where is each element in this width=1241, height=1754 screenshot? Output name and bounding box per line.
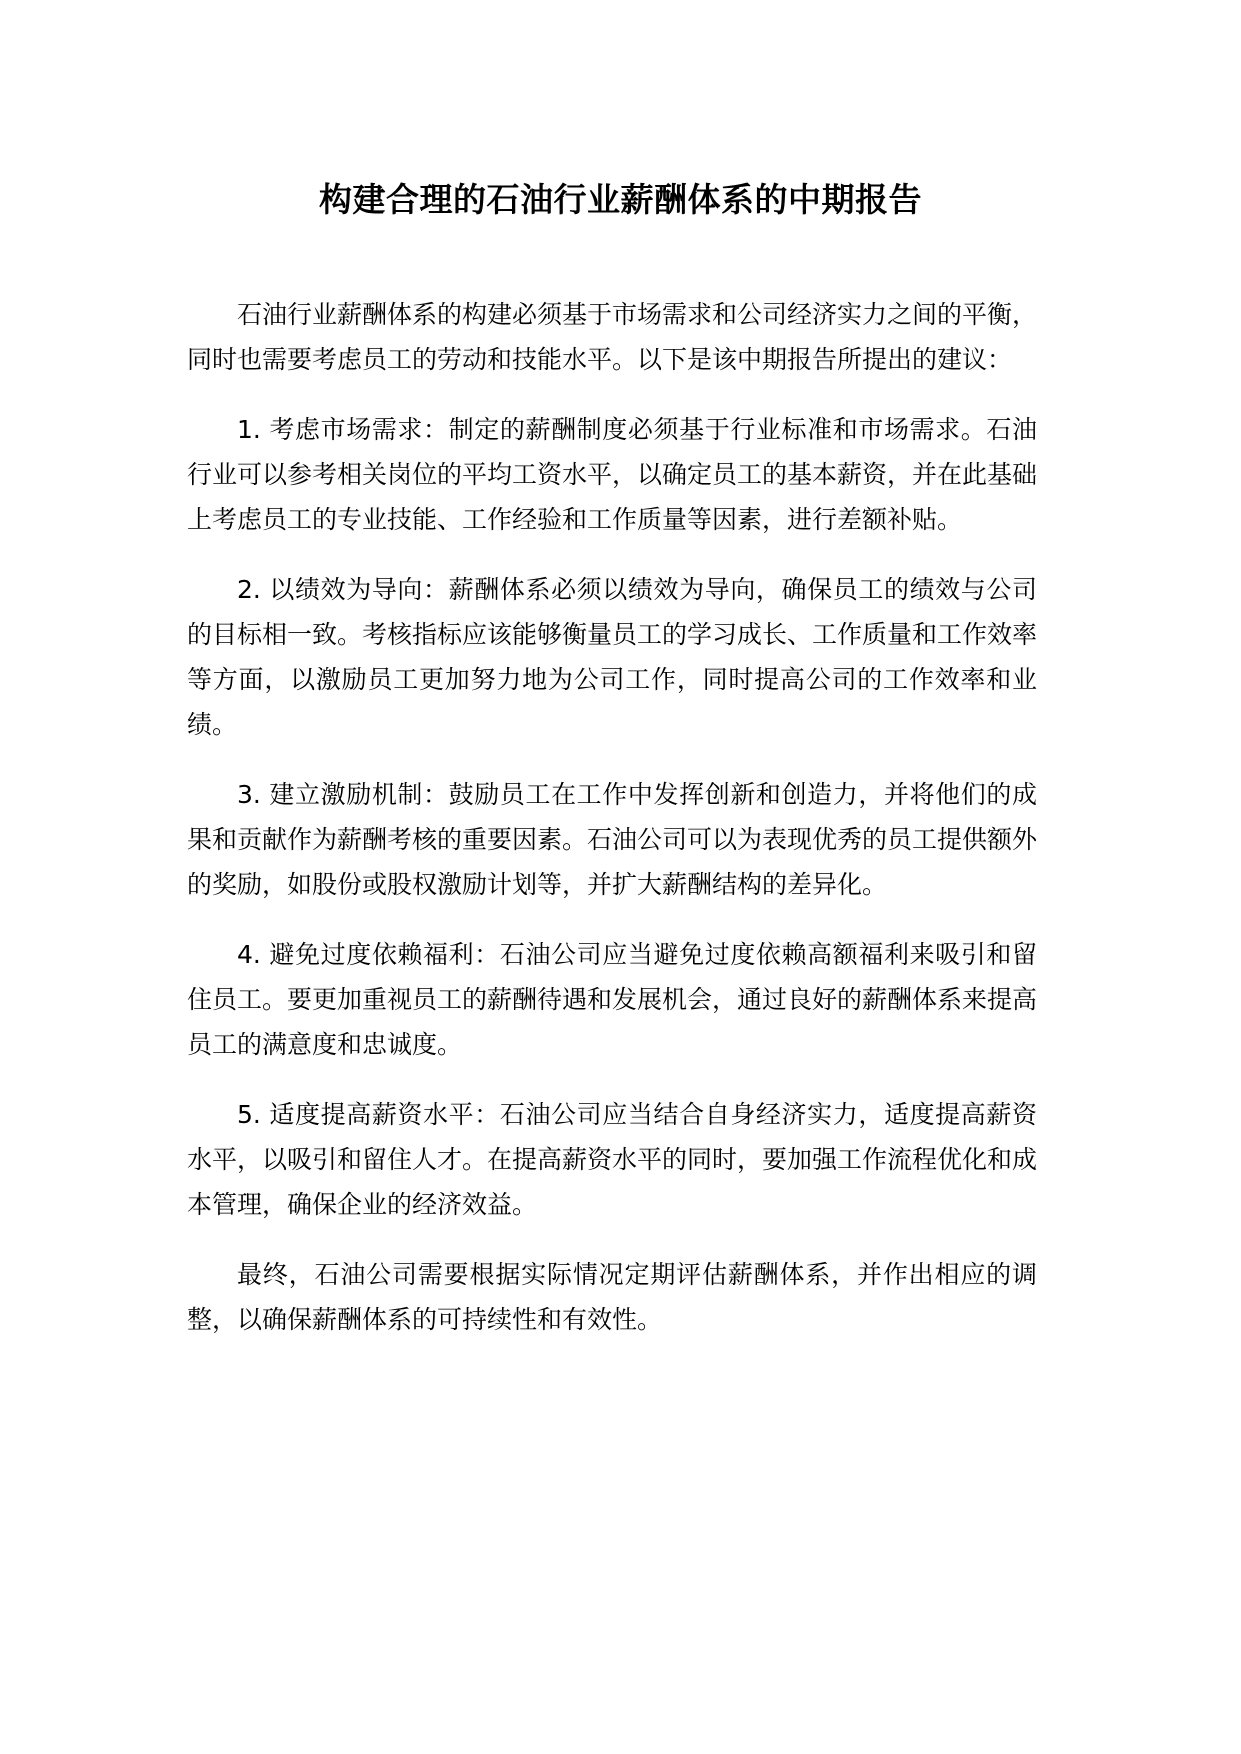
suggestion-5-paragraph: 5. 适度提高薪资水平：石油公司应当结合自身经济实力，适度提高薪资水平，以吸引和留住人才。在提高薪资水平的同时，要加强工作流程优化和成本管理，确保企业的经济效益。	[187, 1100, 1038, 1219]
suggestion-4-paragraph: 4. 避免过度依赖福利：石油公司应当避免过度依赖高额福利来吸引和留住员工。要更加重视员工的薪酬待遇和发展机会，通过良好的薪酬体系来提高员工的满意度和忠诚度。	[187, 940, 1038, 1059]
document-title: 构建合理的石油行业薪酬体系的中期报告	[319, 180, 922, 219]
conclusion-paragraph: 最终，石油公司需要根据实际情况定期评估薪酬体系，并作出相应的调整，以确保薪酬体系的可持续性和有效性。	[187, 1260, 1037, 1334]
suggestion-3-paragraph: 3. 建立激励机制：鼓励员工在工作中发挥创新和创造力，并将他们的成果和贡献作为薪酬考核的重要因素。石油公司可以为表现优秀的员工提供额外的奖励，如股份或股权激励计划等，并扩大薪酬结构的差异化。	[187, 780, 1038, 899]
suggestion-2-paragraph: 2. 以绩效为导向：薪酬体系必须以绩效为导向，确保员工的绩效与公司的目标相一致。考核指标应该能够衡量员工的学习成长、工作质量和工作效率等方面，以激励员工更加努力地为公司工作，同时提高公司的工作效率和业绩。	[187, 575, 1038, 739]
suggestion-1-paragraph: 1. 考虑市场需求：制定的薪酬制度必须基于行业标准和市场需求。石油行业可以参考相关岗位的平均工资水平，以确定员工的基本薪资，并在此基础上考虑员工的专业技能、工作经验和工作质量等因素，进行差额补贴。	[187, 415, 1038, 534]
intro-paragraph: 石油行业薪酬体系的构建必须基于市场需求和公司经济实力之间的平衡，同时也需要考虑员工的劳动和技能水平。以下是该中期报告所提出的建议：	[187, 300, 1038, 374]
document-body	[187, 292, 1037, 1367]
